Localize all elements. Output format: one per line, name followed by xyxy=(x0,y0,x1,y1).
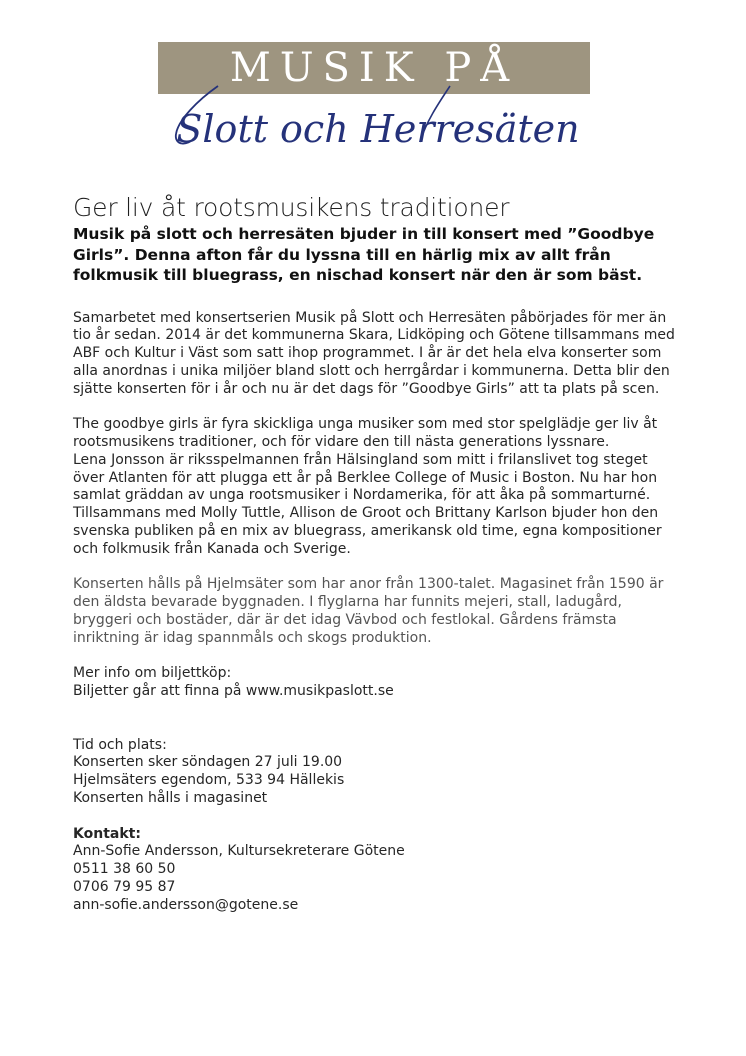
contact-heading: Kontakt: xyxy=(73,825,141,842)
logo xyxy=(158,42,590,157)
time-place-line: Konserten hålls i magasinet xyxy=(73,790,268,807)
band-text-3: Tillsammans med Molly Tuttle, Allison de Groot och Brittany Karlson bjuder hon den svenska publiken på en mix av bluegrass, amerikansk old time, egna kompositioner och folkmusik från Kanada och Sverige. xyxy=(73,505,662,557)
paragraph-venue: Konserten hålls på Hjelmsäter som har anor från 1300-talet. Magasinet från 1590 är den äldsta bevarade byggnaden. I flyglarna har funnits mejeri, stall, ladugård, bryggeri och bostäder, där är det idag Vävbod och festlokal. Gårdens främsta inriktning är idag spannmåls och skogs produktion. xyxy=(73,576,664,646)
tickets-block xyxy=(73,665,683,701)
tickets-heading: Mer info om biljettköp: xyxy=(73,665,232,682)
band-text-2: Lena Jonsson är riksspelmannen från Hälsingland som mitt i frilanslivet tog steget över Atlanten för att plugga ett år på Berklee College of Music i Boston. Nu har hon samlat gräddan av unga rootsmusiker i Nordamerika, för att åka på sommarturné. xyxy=(73,451,658,504)
logo-script xyxy=(158,42,590,157)
contact-block xyxy=(73,826,683,915)
time-place-line: Hjelmsäters egendom, 533 94 Hällekis xyxy=(73,772,345,789)
time-place-line: Konserten sker söndagen 27 juli 19.00 xyxy=(73,754,343,771)
logo-top-text: MUSIK PÅ xyxy=(229,45,519,91)
contact-phone: 0706 79 95 87 xyxy=(73,879,176,895)
press-release xyxy=(73,192,683,932)
paragraph-band xyxy=(73,416,683,558)
contact-phone: 0511 38 60 50 xyxy=(73,861,176,878)
contact-email: ann-sofie.andersson@gotene.se xyxy=(73,896,299,913)
contact-name: Ann-Sofie Andersson, Kultursekreterare Götene xyxy=(73,843,405,860)
page-title: Ger liv åt rootsmusikens traditioner xyxy=(73,193,510,222)
time-place-heading: Tid och plats: xyxy=(73,736,167,753)
time-place-block xyxy=(73,737,683,808)
paragraph-intro: Samarbetet med konsertserien Musik på Slott och Herresäten påbörjades för mer än tio år sedan. 2014 är det kommunerna Skara, Lidköping och Götene tillsammans med ABF och Kultur i Väst som satt ihop programmet. I år är det hela elva konserter som alla anordnas i unika miljöer bland slott och herrgårdar i kommunerna. Detta blir den sjätte konserten för i år och nu är det dags för ”Goodbye Girls” att ta plats på scen. xyxy=(73,309,675,397)
tickets-text: Biljetter går att finna på www.musikpaslott.se xyxy=(73,683,394,700)
lead-paragraph: Musik på slott och herresäten bjuder in till konsert med ”Goodbye Girls”. Denna afton får du lyssna till en härlig mix av allt från folkmusik till bluegrass, en nischad konsert när den är som bäst. xyxy=(73,225,655,284)
band-text-1: The goodbye girls är fyra skickliga unga musiker som med stor spelglädje ger liv åt rootsmusikens traditioner, och för vidare den till nästa generations lyssnare. xyxy=(73,416,658,451)
logo-script-text: Slott och Herresäten xyxy=(176,107,580,151)
